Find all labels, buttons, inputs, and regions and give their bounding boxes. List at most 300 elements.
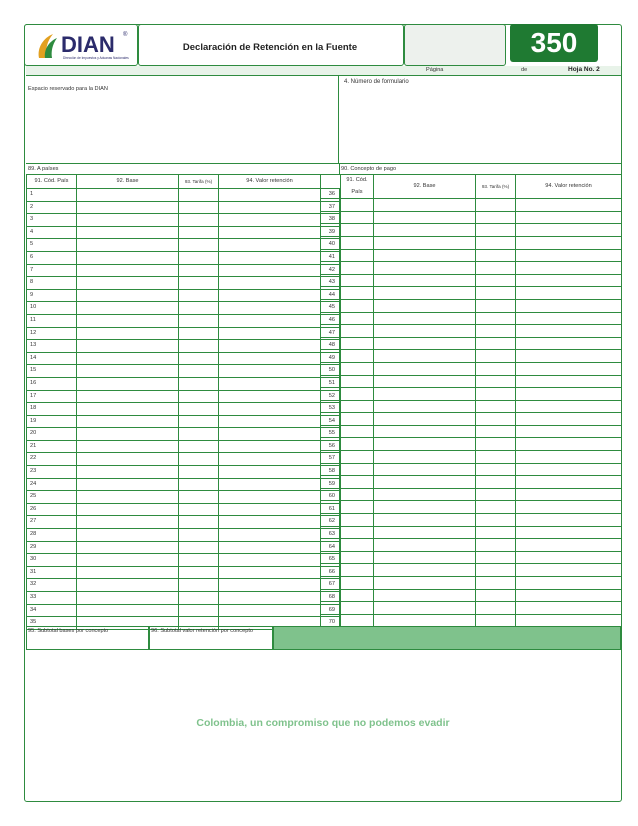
- value-cell[interactable]: [516, 476, 622, 489]
- value-cell[interactable]: [516, 514, 622, 527]
- value-cell[interactable]: [219, 566, 321, 579]
- base-cell[interactable]: [77, 491, 179, 504]
- rate-cell[interactable]: [179, 579, 219, 592]
- right-num-spacer: [321, 514, 341, 527]
- value-cell[interactable]: [516, 224, 622, 237]
- right-table-row: [321, 199, 622, 212]
- value-cell[interactable]: [516, 350, 622, 363]
- rate-cell[interactable]: [179, 277, 219, 290]
- base-cell[interactable]: [77, 365, 179, 378]
- base-cell[interactable]: [77, 251, 179, 264]
- base-cell[interactable]: [374, 476, 476, 489]
- base-cell[interactable]: [374, 287, 476, 300]
- rate-cell[interactable]: [476, 438, 516, 451]
- base-cell[interactable]: [77, 592, 179, 605]
- value-cell[interactable]: [219, 352, 321, 365]
- rate-cell[interactable]: [476, 236, 516, 249]
- logo-registered-mark: ®: [123, 32, 128, 38]
- country-cell[interactable]: [341, 602, 374, 615]
- rate-cell[interactable]: [179, 541, 219, 554]
- base-cell[interactable]: [374, 236, 476, 249]
- rate-cell[interactable]: [179, 503, 219, 516]
- left-table-row: [27, 340, 340, 353]
- rate-cell[interactable]: [476, 388, 516, 401]
- rate-cell[interactable]: [476, 274, 516, 287]
- right-table-row: [321, 388, 622, 401]
- value-cell[interactable]: [516, 249, 622, 262]
- value-cell[interactable]: [219, 403, 321, 416]
- rate-cell[interactable]: [476, 375, 516, 388]
- base-cell[interactable]: [374, 602, 476, 615]
- rate-cell[interactable]: [179, 302, 219, 315]
- base-cell[interactable]: [77, 453, 179, 466]
- rate-cell[interactable]: [179, 214, 219, 227]
- col-country-header: 91. Cód. País: [27, 175, 77, 189]
- country-cell[interactable]: [341, 325, 374, 338]
- value-cell[interactable]: [516, 451, 622, 464]
- value-cell[interactable]: [516, 299, 622, 312]
- value-cell[interactable]: [219, 579, 321, 592]
- value-cell[interactable]: [219, 516, 321, 529]
- country-cell[interactable]: [341, 312, 374, 325]
- base-cell[interactable]: [77, 390, 179, 403]
- country-cell[interactable]: [341, 425, 374, 438]
- rate-cell[interactable]: [476, 425, 516, 438]
- value-cell[interactable]: [516, 325, 622, 338]
- left-table-row: [27, 440, 340, 453]
- value-cell[interactable]: [219, 541, 321, 554]
- country-cell[interactable]: [341, 287, 374, 300]
- value-cell[interactable]: [219, 529, 321, 542]
- rate-cell[interactable]: [476, 488, 516, 501]
- page-label: Página: [426, 67, 444, 73]
- base-cell[interactable]: [77, 478, 179, 491]
- rate-cell[interactable]: [476, 577, 516, 590]
- base-cell[interactable]: [374, 589, 476, 602]
- right-row-number: 49: [321, 352, 340, 365]
- base-cell[interactable]: [374, 350, 476, 363]
- country-cell[interactable]: [341, 577, 374, 590]
- base-cell[interactable]: [77, 302, 179, 315]
- country-cell[interactable]: [341, 564, 374, 577]
- right-num-spacer: [321, 388, 341, 401]
- base-cell[interactable]: [77, 226, 179, 239]
- right-table-row: [321, 602, 622, 615]
- base-cell[interactable]: [374, 451, 476, 464]
- right-num-spacer: [321, 476, 341, 489]
- base-cell[interactable]: [77, 554, 179, 567]
- value-cell[interactable]: [219, 314, 321, 327]
- subtotal-retention-field[interactable]: [149, 626, 273, 650]
- rate-cell[interactable]: [476, 564, 516, 577]
- value-cell[interactable]: [219, 214, 321, 227]
- base-cell[interactable]: [77, 541, 179, 554]
- right-table-row: [321, 589, 622, 602]
- rate-cell[interactable]: [476, 337, 516, 350]
- country-cell[interactable]: [341, 488, 374, 501]
- base-cell[interactable]: [374, 312, 476, 325]
- base-cell[interactable]: [77, 264, 179, 277]
- base-cell[interactable]: [77, 189, 179, 202]
- base-cell[interactable]: [374, 199, 476, 212]
- rate-cell[interactable]: [476, 224, 516, 237]
- base-cell[interactable]: [374, 337, 476, 350]
- country-cell[interactable]: [341, 274, 374, 287]
- value-cell[interactable]: [516, 262, 622, 275]
- rate-cell[interactable]: [476, 325, 516, 338]
- right-table-row: [321, 501, 622, 514]
- base-cell[interactable]: [77, 503, 179, 516]
- value-cell[interactable]: [516, 274, 622, 287]
- value-cell[interactable]: [219, 226, 321, 239]
- value-cell[interactable]: [219, 478, 321, 491]
- row-number: 31: [27, 566, 77, 579]
- base-cell[interactable]: [77, 516, 179, 529]
- rate-cell[interactable]: [476, 589, 516, 602]
- value-cell[interactable]: [516, 425, 622, 438]
- base-cell[interactable]: [77, 403, 179, 416]
- left-table-row: [27, 478, 340, 491]
- base-cell[interactable]: [77, 201, 179, 214]
- right-num-spacer: [321, 602, 341, 615]
- rate-cell[interactable]: [476, 350, 516, 363]
- rate-cell[interactable]: [476, 299, 516, 312]
- country-cell[interactable]: [341, 539, 374, 552]
- right-row-number: 45: [321, 302, 340, 315]
- left-table-row: [27, 503, 340, 516]
- form-title: Declaración de Retención en la Fuente: [182, 42, 358, 53]
- row-number: 12: [27, 327, 77, 340]
- subtotal-bases-field[interactable]: [26, 626, 149, 650]
- rate-cell[interactable]: [476, 614, 516, 627]
- value-cell[interactable]: [516, 589, 622, 602]
- country-cell[interactable]: [341, 476, 374, 489]
- header-gray-box: [404, 24, 506, 66]
- value-cell[interactable]: [516, 337, 622, 350]
- country-cell[interactable]: [341, 451, 374, 464]
- value-cell[interactable]: [516, 400, 622, 413]
- value-cell[interactable]: [219, 428, 321, 441]
- value-cell[interactable]: [516, 438, 622, 451]
- right-table-row: [321, 274, 622, 287]
- country-cell[interactable]: [341, 501, 374, 514]
- right-num-spacer: [321, 614, 341, 627]
- country-cell[interactable]: [341, 211, 374, 224]
- country-cell[interactable]: [341, 262, 374, 275]
- rate-cell[interactable]: [179, 201, 219, 214]
- rate-cell[interactable]: [476, 476, 516, 489]
- rate-cell[interactable]: [476, 249, 516, 262]
- row-number: 33: [27, 592, 77, 605]
- value-cell[interactable]: [219, 201, 321, 214]
- left-table-row: [27, 214, 340, 227]
- base-cell[interactable]: [77, 327, 179, 340]
- base-cell[interactable]: [374, 388, 476, 401]
- rate-cell[interactable]: [476, 199, 516, 212]
- country-cell[interactable]: [341, 463, 374, 476]
- base-cell[interactable]: [374, 362, 476, 375]
- value-cell[interactable]: [219, 466, 321, 479]
- country-cell[interactable]: [341, 551, 374, 564]
- base-cell[interactable]: [77, 340, 179, 353]
- country-cell[interactable]: [341, 299, 374, 312]
- value-cell[interactable]: [219, 503, 321, 516]
- rate-cell[interactable]: [179, 377, 219, 390]
- base-cell[interactable]: [374, 224, 476, 237]
- value-cell[interactable]: [516, 362, 622, 375]
- rate-cell[interactable]: [179, 189, 219, 202]
- base-cell[interactable]: [77, 579, 179, 592]
- value-cell[interactable]: [219, 327, 321, 340]
- right-num-spacer: [321, 526, 341, 539]
- base-cell[interactable]: [374, 514, 476, 527]
- value-cell[interactable]: [219, 390, 321, 403]
- value-cell[interactable]: [219, 491, 321, 504]
- country-cell[interactable]: [341, 526, 374, 539]
- country-cell[interactable]: [341, 236, 374, 249]
- right-row-number: 61: [321, 503, 340, 516]
- base-cell[interactable]: [374, 211, 476, 224]
- rate-cell[interactable]: [179, 264, 219, 277]
- left-table-row: [27, 466, 340, 479]
- value-cell[interactable]: [516, 463, 622, 476]
- value-cell[interactable]: [219, 365, 321, 378]
- right-col-rate-header: 93. Tarifa (%): [476, 175, 516, 199]
- base-cell[interactable]: [374, 463, 476, 476]
- rate-cell[interactable]: [179, 340, 219, 353]
- base-cell[interactable]: [77, 466, 179, 479]
- left-table-row: [27, 579, 340, 592]
- value-cell[interactable]: [219, 289, 321, 302]
- right-row-number: 51: [321, 377, 340, 390]
- value-cell[interactable]: [219, 264, 321, 277]
- country-cell[interactable]: [341, 589, 374, 602]
- value-cell[interactable]: [516, 614, 622, 627]
- value-cell[interactable]: [219, 239, 321, 252]
- rate-cell[interactable]: [476, 551, 516, 564]
- rate-cell[interactable]: [476, 400, 516, 413]
- right-num-spacer: [321, 350, 341, 363]
- rate-cell[interactable]: [179, 554, 219, 567]
- value-cell[interactable]: [516, 539, 622, 552]
- row-number: 23: [27, 466, 77, 479]
- value-cell[interactable]: [219, 251, 321, 264]
- left-table-row: [27, 365, 340, 378]
- right-table-row: [321, 539, 622, 552]
- right-row-number: 46: [321, 314, 340, 327]
- base-cell[interactable]: [374, 488, 476, 501]
- rate-cell[interactable]: [476, 501, 516, 514]
- rate-cell[interactable]: [179, 453, 219, 466]
- value-cell[interactable]: [516, 564, 622, 577]
- base-cell[interactable]: [77, 529, 179, 542]
- rate-cell[interactable]: [179, 327, 219, 340]
- value-cell[interactable]: [516, 388, 622, 401]
- value-cell[interactable]: [516, 413, 622, 426]
- left-table-row: [27, 403, 340, 416]
- right-num-spacer: [321, 488, 341, 501]
- rate-cell[interactable]: [179, 415, 219, 428]
- title-box: [138, 24, 404, 66]
- base-cell[interactable]: [77, 214, 179, 227]
- rate-cell[interactable]: [179, 289, 219, 302]
- rate-cell[interactable]: [179, 440, 219, 453]
- base-cell[interactable]: [77, 352, 179, 365]
- country-cell[interactable]: [341, 400, 374, 413]
- rate-cell[interactable]: [476, 362, 516, 375]
- base-cell[interactable]: [374, 262, 476, 275]
- value-cell[interactable]: [516, 211, 622, 224]
- right-num-spacer: [321, 274, 341, 287]
- value-cell[interactable]: [516, 526, 622, 539]
- rate-cell[interactable]: [179, 491, 219, 504]
- rate-cell[interactable]: [179, 516, 219, 529]
- rate-cell[interactable]: [476, 514, 516, 527]
- concept-label: 90. Concepto de pago: [341, 166, 397, 172]
- country-cell[interactable]: [341, 614, 374, 627]
- base-cell[interactable]: [77, 239, 179, 252]
- left-table-row: [27, 302, 340, 315]
- rate-cell[interactable]: [179, 251, 219, 264]
- right-row-number: 50: [321, 365, 340, 378]
- value-cell[interactable]: [219, 554, 321, 567]
- rate-cell[interactable]: [179, 604, 219, 617]
- value-cell[interactable]: [219, 453, 321, 466]
- value-cell[interactable]: [219, 302, 321, 315]
- base-cell[interactable]: [77, 440, 179, 453]
- value-cell[interactable]: [516, 312, 622, 325]
- rate-cell[interactable]: [179, 352, 219, 365]
- rate-cell[interactable]: [179, 566, 219, 579]
- value-cell[interactable]: [516, 488, 622, 501]
- value-cell[interactable]: [516, 199, 622, 212]
- row-number: 25: [27, 491, 77, 504]
- base-cell[interactable]: [374, 400, 476, 413]
- rate-cell[interactable]: [476, 312, 516, 325]
- country-cell[interactable]: [341, 438, 374, 451]
- base-cell[interactable]: [374, 425, 476, 438]
- base-cell[interactable]: [374, 564, 476, 577]
- country-cell[interactable]: [341, 249, 374, 262]
- rate-cell[interactable]: [476, 451, 516, 464]
- base-cell[interactable]: [374, 614, 476, 627]
- base-cell[interactable]: [77, 604, 179, 617]
- base-cell[interactable]: [77, 277, 179, 290]
- right-num-spacer: [321, 539, 341, 552]
- country-cell[interactable]: [341, 375, 374, 388]
- dian-emblem-icon: [35, 32, 59, 60]
- rate-cell[interactable]: [476, 463, 516, 476]
- rate-cell[interactable]: [476, 287, 516, 300]
- country-cell[interactable]: [341, 350, 374, 363]
- rate-cell[interactable]: [476, 211, 516, 224]
- value-cell[interactable]: [219, 415, 321, 428]
- value-cell[interactable]: [219, 277, 321, 290]
- value-cell[interactable]: [516, 236, 622, 249]
- base-cell[interactable]: [374, 413, 476, 426]
- rate-cell[interactable]: [179, 592, 219, 605]
- country-cell[interactable]: [341, 362, 374, 375]
- value-cell[interactable]: [219, 189, 321, 202]
- base-cell[interactable]: [77, 415, 179, 428]
- country-cell[interactable]: [341, 388, 374, 401]
- left-table-row: [27, 189, 340, 202]
- value-cell[interactable]: [219, 377, 321, 390]
- rate-cell[interactable]: [179, 403, 219, 416]
- country-cell[interactable]: [341, 514, 374, 527]
- row-number: 27: [27, 516, 77, 529]
- base-cell[interactable]: [374, 375, 476, 388]
- base-cell[interactable]: [374, 249, 476, 262]
- left-table-row: [27, 453, 340, 466]
- base-cell[interactable]: [374, 274, 476, 287]
- right-table-row: [321, 236, 622, 249]
- base-cell[interactable]: [374, 438, 476, 451]
- rate-cell[interactable]: [476, 413, 516, 426]
- base-cell[interactable]: [374, 526, 476, 539]
- base-cell[interactable]: [374, 551, 476, 564]
- base-cell[interactable]: [374, 577, 476, 590]
- value-cell[interactable]: [219, 592, 321, 605]
- country-cell[interactable]: [341, 199, 374, 212]
- value-cell[interactable]: [516, 551, 622, 564]
- rate-cell[interactable]: [179, 428, 219, 441]
- row-number: 16: [27, 377, 77, 390]
- left-table-row: [27, 554, 340, 567]
- value-cell[interactable]: [516, 602, 622, 615]
- right-num-spacer: [321, 589, 341, 602]
- value-cell[interactable]: [516, 577, 622, 590]
- value-cell[interactable]: [516, 375, 622, 388]
- base-cell[interactable]: [77, 377, 179, 390]
- base-cell[interactable]: [77, 566, 179, 579]
- value-cell[interactable]: [219, 604, 321, 617]
- base-cell[interactable]: [77, 428, 179, 441]
- rate-cell[interactable]: [476, 526, 516, 539]
- base-cell[interactable]: [374, 299, 476, 312]
- base-cell[interactable]: [374, 539, 476, 552]
- right-row-number: 48: [321, 340, 340, 353]
- rate-cell[interactable]: [476, 539, 516, 552]
- base-cell[interactable]: [374, 501, 476, 514]
- form-number-label: 4. Número de formulario: [344, 79, 409, 85]
- rate-cell[interactable]: [476, 262, 516, 275]
- right-table-row: [321, 514, 622, 527]
- rate-cell[interactable]: [179, 239, 219, 252]
- rate-cell[interactable]: [179, 466, 219, 479]
- base-cell[interactable]: [77, 289, 179, 302]
- base-cell[interactable]: [77, 314, 179, 327]
- value-cell[interactable]: [516, 501, 622, 514]
- right-num-spacer: [321, 236, 341, 249]
- country-cell[interactable]: [341, 413, 374, 426]
- country-cell[interactable]: [341, 224, 374, 237]
- value-cell[interactable]: [219, 440, 321, 453]
- rate-cell[interactable]: [179, 478, 219, 491]
- country-cell[interactable]: [341, 337, 374, 350]
- value-cell[interactable]: [219, 340, 321, 353]
- rate-cell[interactable]: [179, 226, 219, 239]
- form-number-area[interactable]: [339, 76, 621, 164]
- rate-cell[interactable]: [179, 390, 219, 403]
- right-table-row: [321, 526, 622, 539]
- base-cell[interactable]: [374, 325, 476, 338]
- rate-cell[interactable]: [476, 602, 516, 615]
- rate-cell[interactable]: [179, 365, 219, 378]
- rate-cell[interactable]: [179, 314, 219, 327]
- value-cell[interactable]: [516, 287, 622, 300]
- rate-cell[interactable]: [179, 529, 219, 542]
